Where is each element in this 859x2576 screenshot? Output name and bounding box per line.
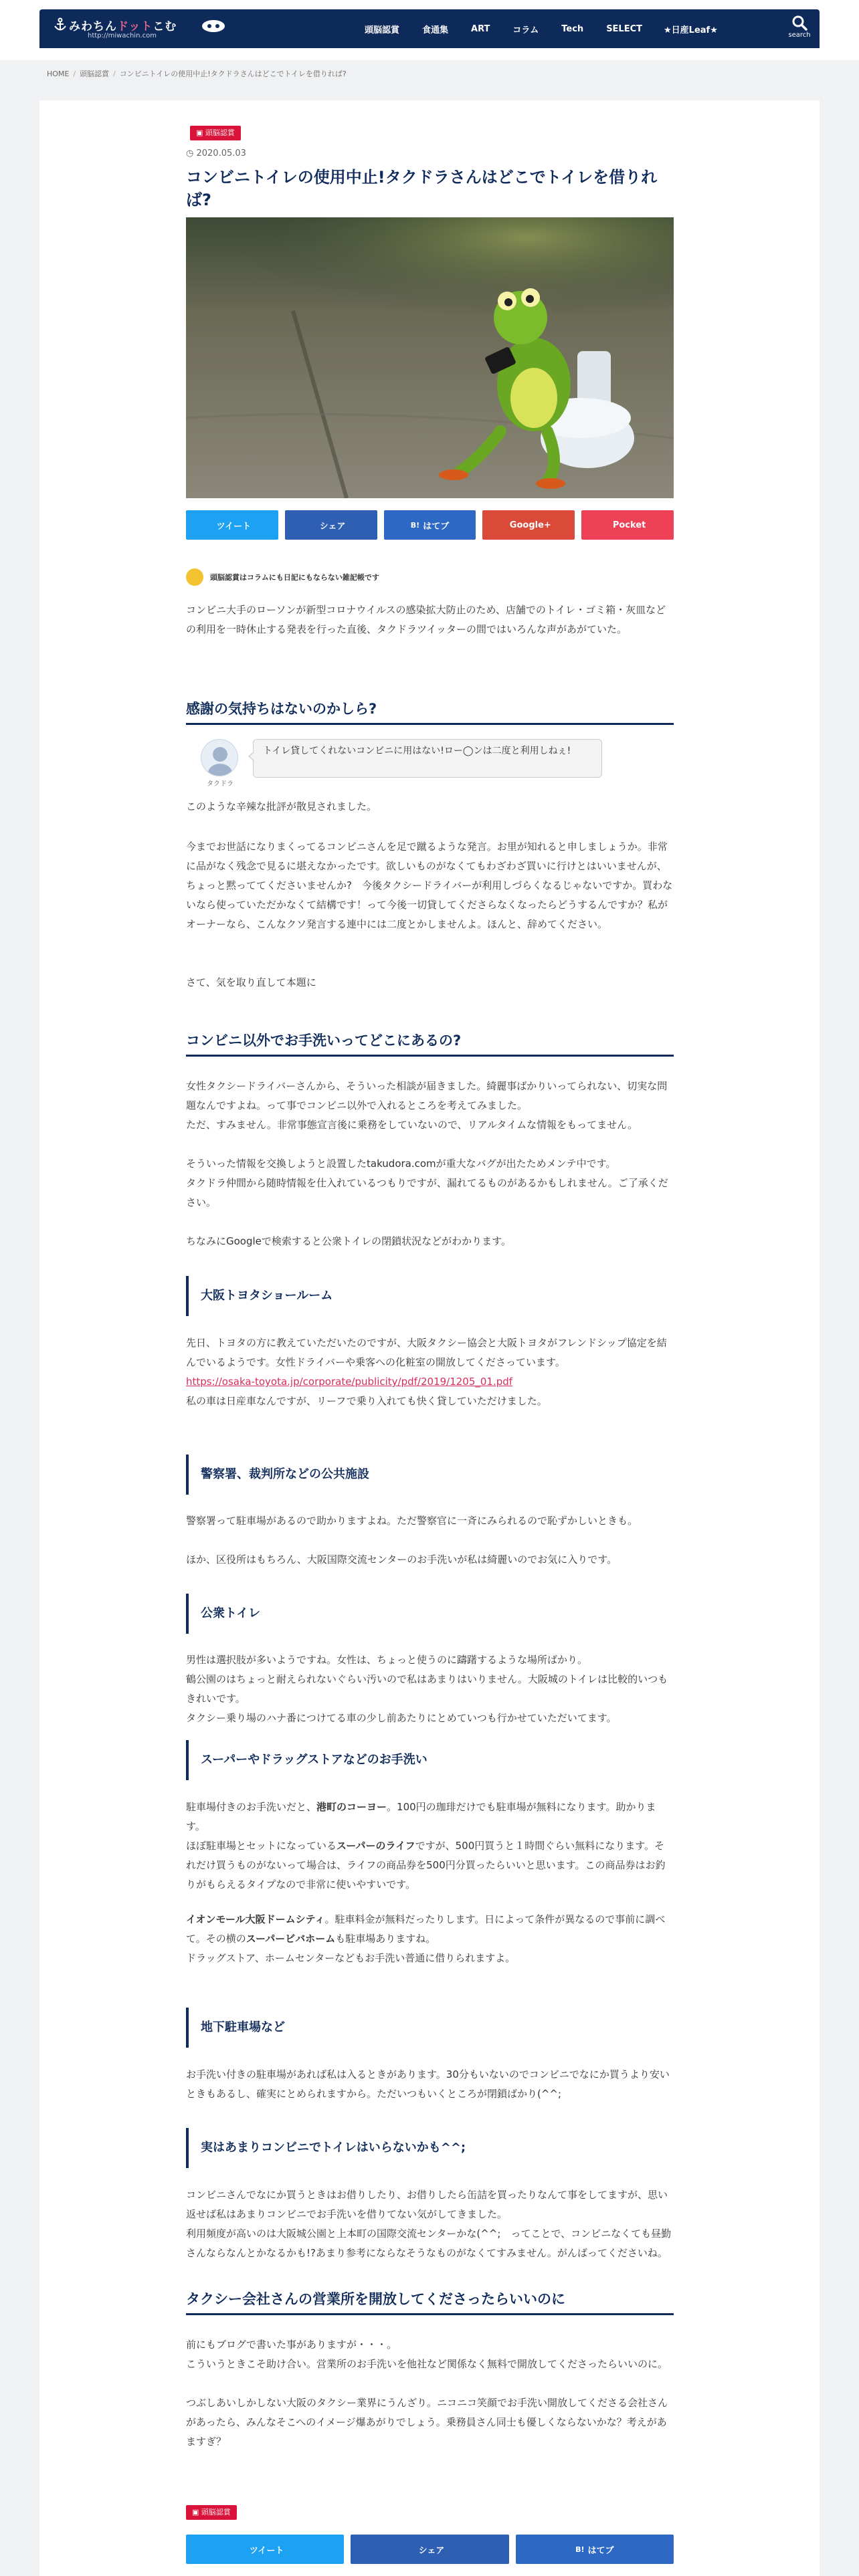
paragraph: 利用頻度が高いのは大阪城公園と上本町の国際交流センターかな(^^; ってことで、コンビニなくても昼勤さんならなんとかなるかも!?あまり参考にならなそうなものがなくてすみません。がんばってくださいね。 <box>186 2228 672 2259</box>
folder-icon: ▣ <box>192 2508 201 2516</box>
nav-item-art[interactable]: ART <box>471 23 490 34</box>
heading-no-convenience: 実はあまりコンビニでトイレはいらないかも^^; <box>186 2128 674 2168</box>
ad-notice: 頭脳認賞はコラムにも日記にもならない雑記帳です <box>186 568 379 586</box>
paragraph: 鶴公園のはちょっと耐えられないぐらい汚いので私はあまりはいりません。大阪城のトイレは比較的いつもきれいです。 <box>186 1673 668 1705</box>
page-title: コンビニトイレの使用中止!タクドラさんはどこでトイレを借りれば? <box>186 168 658 209</box>
breadcrumb: HOME / 頭脳認賞 / コンビニトイレの使用中止!タクドラさんはどこでトイレを借りれば? <box>47 70 347 78</box>
paragraph: そういった情報を交換しようと設置したtakudora.comが重大なバグが出たためメンテ中です。 <box>186 1158 616 1170</box>
global-nav <box>353 9 729 48</box>
hatena-bookmark-button[interactable]: B! はてブ <box>516 2535 674 2564</box>
avatar-name: タクドラ <box>207 780 233 788</box>
paragraph: さて、気を取り直して本題に <box>186 976 316 988</box>
paragraph: イオンモール大阪ドームシティ。駐車料金が無料だったりします。日によって条件が異なるので事前に調べて。その横のスーパービバホームも駐車場ありますね。 <box>186 1913 666 1945</box>
nav-item-brain[interactable]: 頭脳認賞 <box>365 25 400 35</box>
paragraph: 駐車場付きのお手洗いだと、港町のコーヨー。100円の珈琲だけでも駐車場が無料になります。助かります。 <box>186 1801 656 1832</box>
category-badge[interactable]: ▣ 頭脳認賞 <box>190 126 241 140</box>
paragraph: ほぼ駐車場とセットになっているスーパーのライフですが、500円買うと１時間ぐらい無料になります。それだけ買うものがないって場合は、ライフの商品券を500円分買ったらいいと思います。この商品券はお釣りがもらえるタイプなので非常に使いやすいです。 <box>186 1840 666 1891</box>
heading-taxi-office: タクシー会社さんの営業所を開放してくださったらいいのに <box>186 2286 674 2315</box>
heading-where-toilet: コンビニ以外でお手洗いってどこにあるの? <box>186 1027 674 1057</box>
heading-gratitude: 感謝の気持ちはないのかしら? <box>186 695 674 725</box>
pocket-button[interactable]: Pocket <box>581 510 674 540</box>
heading-public-facilities: 警察署、裁判所などの公共施設 <box>186 1455 674 1495</box>
logo-text: みわちんドットこむ <box>69 20 177 33</box>
paragraph: 女性タクシードライバーさんから、そういった相談が届きました。綺麗事ばかりいってられない、切実な問題なんですよね。って事でコンビニ以外で入れるところを考えてみました。 <box>186 1080 668 1111</box>
hatena-bookmark-button[interactable]: B! はてブ <box>384 510 476 540</box>
cloud-eyes-icon <box>201 18 225 33</box>
paragraph: 先日、トヨタの方に教えていただいたのですが、大阪タクシー協会と大阪トヨタがフレンドシップ協定を結んでいるようです。女性ドライバーや乗客への化粧室の開放してくださっています。 <box>186 1337 667 1368</box>
breadcrumb-category[interactable]: 頭脳認賞 <box>80 70 110 78</box>
tweet-button[interactable]: ツイート <box>186 2535 344 2564</box>
nav-item-select[interactable]: SELECT <box>606 23 643 34</box>
heading-toyota: 大阪トヨタショールーム <box>186 1276 674 1316</box>
nav-item-tech[interactable]: Tech <box>561 23 584 34</box>
paragraph: 男性は選択肢が多いようですね。女性は、ちょっと使うのに躊躇するような場所ばかり。 <box>186 1654 588 1666</box>
breadcrumb-home[interactable]: HOME <box>47 70 70 78</box>
facebook-share-button[interactable]: シェア <box>285 510 377 540</box>
nav-item-column[interactable]: コラム <box>512 25 539 35</box>
facebook-share-button[interactable]: シェア <box>351 2535 508 2564</box>
heading-public-toilet: 公衆トイレ <box>186 1594 674 1634</box>
heading-parking: 地下駐車場など <box>186 2008 674 2048</box>
paragraph: タクドラ仲間から随時情報を仕入れているつもりですが、漏れてるものがあるかもしれません。ご了承ください。 <box>186 1177 668 1208</box>
hatena-icon: B! <box>575 2545 585 2554</box>
frog-toilet-illustration <box>186 217 674 498</box>
share-buttons-bottom <box>186 2535 674 2564</box>
paragraph <box>186 1372 674 1392</box>
paragraph: こういうときこそ助け合い。営業所のお手洗いを他社など関係なく無料で開放してくださったらいいのに。 <box>186 2358 668 2370</box>
paragraph: このような辛辣な批評が散見されました。 <box>186 800 377 813</box>
paragraph: ほか、区役所はもちろん、大阪国際交流センターのお手洗いが私は綺麗いのでお気に入りです。 <box>186 1553 617 1566</box>
nav-item-leaf[interactable]: ★日産Leaf★ <box>664 25 718 35</box>
post-date: ◷ 2020.05.03 <box>186 148 246 158</box>
nav-item-food[interactable]: 食通集 <box>422 25 449 35</box>
paragraph: 警察署って駐車場があるので助かりますよね。ただ警察官に一斉にみられるので恥ずかしいときも。 <box>186 1515 638 1527</box>
logo-url: http://miwachin.com <box>88 32 157 39</box>
top-bar <box>0 0 859 60</box>
paragraph: お手洗い付きの駐車場があれば私は入るときがあります。30分もいないのでコンビニでなにか買うより安いときもあるし、確実にとめられますから。ただいつもいくところが閉鎖ばかり(^^; <box>186 2068 670 2100</box>
site-header <box>39 9 820 48</box>
googleplus-button[interactable]: Google+ <box>482 510 575 540</box>
search-button[interactable] <box>783 13 816 45</box>
paragraph: ちなみにGoogleで検索すると公衆トイレの閉鎖状況などがわかります。 <box>186 1235 511 1247</box>
share-buttons-top <box>186 510 674 540</box>
speech-bubble: トイレ貸してくれないコンビニに用はない!ロー◯ンは二度と利用しねぇ! <box>253 739 602 778</box>
toyota-pdf-link[interactable]: https://osaka-toyota.jp/corporate/publicity/pdf/2019/1205_01.pdf <box>186 1376 513 1388</box>
megaphone-icon <box>186 568 203 586</box>
eyecatch-image <box>186 217 674 498</box>
paragraph: ドラッグストア、ホームセンターなどもお手洗い普通に借りられますよ。 <box>186 1952 516 1964</box>
heading-supermarket: スーパーやドラッグストアなどのお手洗い <box>186 1740 674 1780</box>
site-logo[interactable] <box>53 16 221 43</box>
speech-balloon <box>201 739 615 788</box>
paragraph: タクシー乗り場のハナ番につけてる車の少し前あたりにとめていつも行かせていただいてます。 <box>186 1712 617 1724</box>
footer-category-badge[interactable]: ▣ 頭脳認賞 <box>186 2505 237 2520</box>
article-card <box>39 100 820 2576</box>
paragraph: 前にもブログで書いた事がありますが・・・。 <box>186 2339 397 2351</box>
paragraph: ただ、すみません。非常事態宣言後に乗務をしていないので、リアルタイムな情報をもってません。 <box>186 1119 638 1131</box>
hatena-icon: B! <box>410 520 420 530</box>
search-label: search <box>788 31 811 39</box>
breadcrumb-current: コンビニトイレの使用中止!タクドラさんはどこでトイレを借りれば? <box>119 70 347 78</box>
paragraph: コンビニさんでなにか買うときはお借りしたり、お借りしたら缶詰を買ったりなんて事をしてますが、思い返せば私はあまりコンビニでお手洗いを借りてない気がしてきました。 <box>186 2189 668 2220</box>
avatar <box>201 739 238 776</box>
anchor-icon <box>53 17 68 32</box>
paragraph: 私の車は日産車なんですが、リーフで乗り入れても快く貸していただけました。 <box>186 1395 547 1407</box>
tweet-button[interactable]: ツイート <box>186 510 278 540</box>
intro-paragraph: コンビニ大手のローソンが新型コロナウイルスの感染拡大防止のため、店舗でのトイレ・ゴミ箱・灰皿などの利用を一時休止する発表を行った直後、タクドラツイッターの間ではいろんな声があがていた。 <box>186 604 666 635</box>
folder-icon: ▣ <box>196 128 205 137</box>
paragraph: 今までお世話になりまくってるコンビニさんを足で蹴るような発言。お里が知れると申しましょうか。非常に品がなく残念で見るに堪えなかったです。欲しいものがなくてもわざわざ買いに行けとはいいませんが、ちょっと黙っててくださいませんか? 今後タクシードライバーが利用しづらくなるじゃないですか。買わないなら使っていただかなくて結構です！って今後一切貸してくださらなくなったらどうするんですか？私がオーナーなら、こんなクソ発言する連中には二度とかしませんよ。ほんと、辞めてください。 <box>186 841 673 930</box>
paragraph: つぶしあいしかしない大阪のタクシー業界にうんざり。ニコニコ笑顔でお手洗い開放してくださる会社さんがあったら、みんなそこへのイメージ爆あがりでしょう。乗務員さん同士も優しくならないかな？考えがあますぎ？ <box>186 2397 668 2448</box>
clock-icon: ◷ <box>186 148 197 158</box>
search-icon <box>791 15 807 31</box>
